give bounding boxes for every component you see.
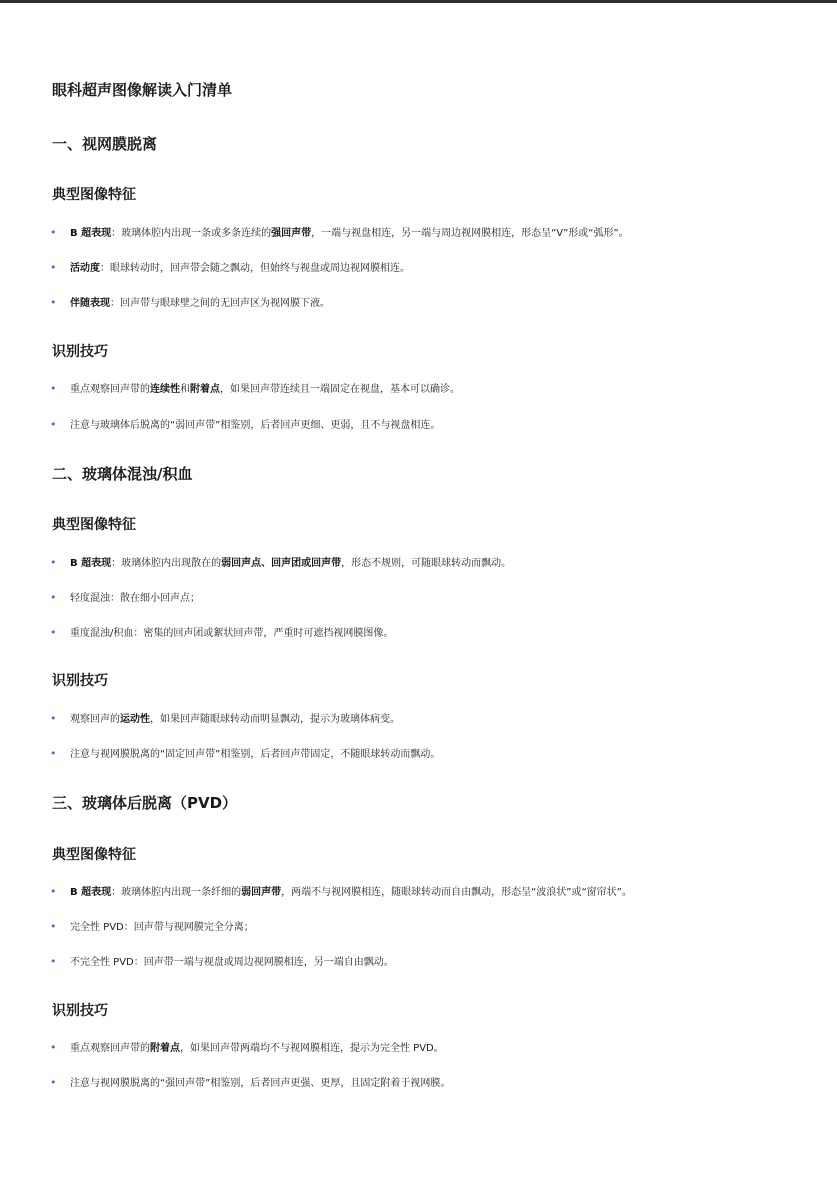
- features-heading: 典型图像特征: [52, 517, 136, 533]
- features-heading: 典型图像特征: [52, 847, 136, 863]
- bullet-icon: •: [50, 955, 57, 968]
- bullet-icon: •: [50, 920, 57, 933]
- bullet-icon: •: [50, 591, 57, 604]
- bullet-icon: •: [50, 382, 57, 395]
- bullet-icon: •: [50, 418, 57, 431]
- bullet-icon: •: [50, 1041, 57, 1054]
- bullet-icon: •: [50, 1076, 57, 1089]
- tips-heading: 识别技巧: [52, 1003, 108, 1019]
- bullet-icon: •: [50, 626, 57, 639]
- bullet-icon: •: [50, 885, 57, 898]
- tips-heading: 识别技巧: [52, 673, 108, 689]
- document-title: 眼科超声图像解读入门清单: [52, 81, 233, 99]
- bullet-icon: •: [50, 226, 57, 239]
- bullet-icon: •: [50, 261, 57, 274]
- top-border: [0, 0, 837, 3]
- tips-heading: 识别技巧: [52, 344, 108, 360]
- bullet-icon: •: [50, 712, 57, 725]
- section-heading: 二、玻璃体混浊/积血: [52, 465, 193, 483]
- bullet-icon: •: [50, 296, 57, 309]
- features-heading: 典型图像特征: [52, 187, 136, 203]
- bullet-icon: •: [50, 556, 57, 569]
- section-heading: 一、视网膜脱离: [52, 135, 158, 153]
- section-heading: 三、玻璃体后脱离（PVD）: [52, 794, 238, 812]
- bullet-icon: •: [50, 747, 57, 760]
